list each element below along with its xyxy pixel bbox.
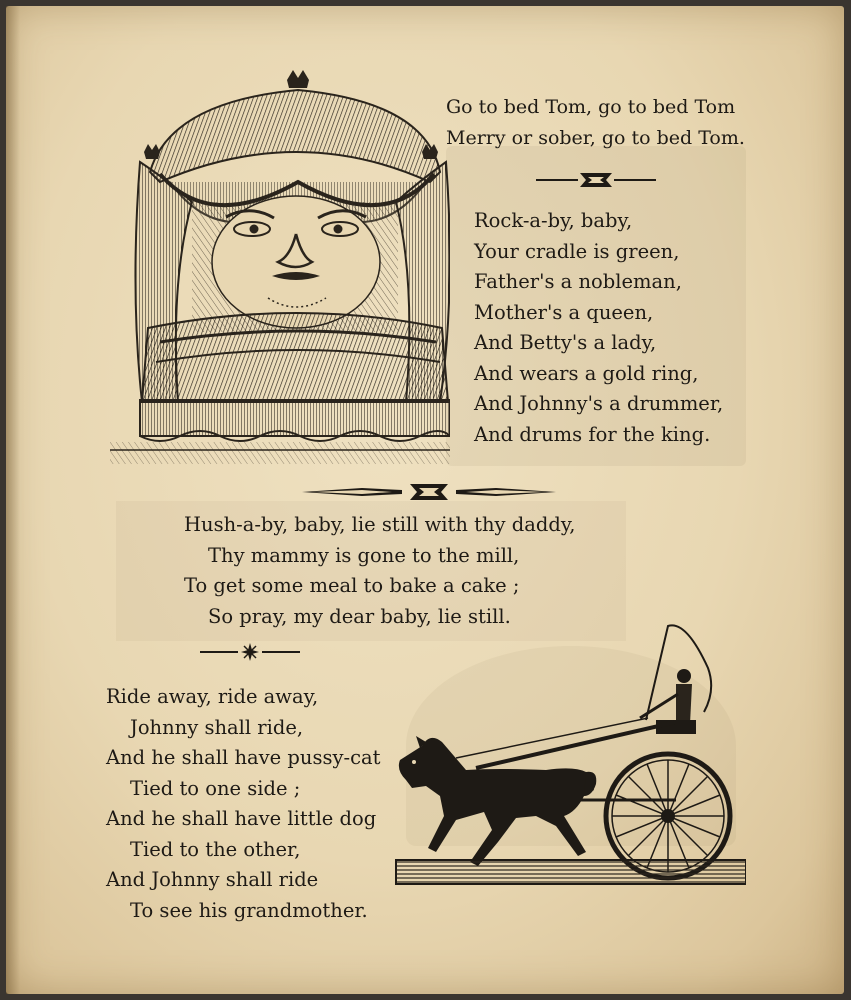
verse-line: To get some meal to bake a cake ; (184, 574, 520, 597)
verse-line: And drums for the king. (474, 422, 711, 446)
verse-rock-a-by-baby (474, 206, 723, 450)
verse-line: Tied to one side ; (130, 776, 301, 800)
verse-line: So pray, my dear baby, lie still. (208, 604, 511, 628)
verse-line: To see his grandmother. (130, 898, 368, 922)
page-binding-shadow (6, 6, 20, 994)
verse-line: Thy mammy is gone to the mill, (208, 543, 520, 567)
verse-line: Go to bed Tom, go to bed Tom (446, 96, 736, 118)
verse-line: Father's a nobleman, (474, 270, 682, 293)
verse-line: And Betty's a lady, (474, 331, 657, 354)
verse-hush-a-by-baby (184, 510, 575, 632)
book-page (6, 6, 844, 994)
large-ornament-divider (302, 480, 556, 504)
verse-line: Mother's a queen, (474, 300, 654, 324)
verse-line: And he shall have little dog (106, 807, 377, 830)
verse-line: Ride away, ride away, (106, 685, 319, 708)
verse-line: Johnny shall ride, (130, 715, 304, 739)
verse-line: Tied to the other, (130, 837, 301, 861)
star-ornament-divider (200, 642, 300, 662)
verse-go-to-bed-tom (446, 92, 745, 153)
verse-line: Hush-a-by, baby, lie still with thy daddy, (184, 513, 576, 536)
verse-line: Your cradle is green, (474, 239, 680, 263)
verse-ride-away (106, 682, 380, 926)
small-ornament-divider (536, 170, 656, 190)
verse-line: Rock-a-by, baby, (474, 209, 633, 232)
horse-and-sulky-woodcut-illustration (386, 620, 746, 890)
verse-line: And Johnny shall ride (106, 868, 319, 891)
cradle-woodcut-illustration (100, 62, 450, 472)
verse-line: And he shall have pussy-cat (106, 746, 381, 769)
verse-line: Merry or sober, go to bed Tom. (446, 126, 745, 149)
verse-line: And wears a gold ring, (474, 361, 699, 385)
verse-line: And Johnny's a drummer, (474, 392, 724, 415)
